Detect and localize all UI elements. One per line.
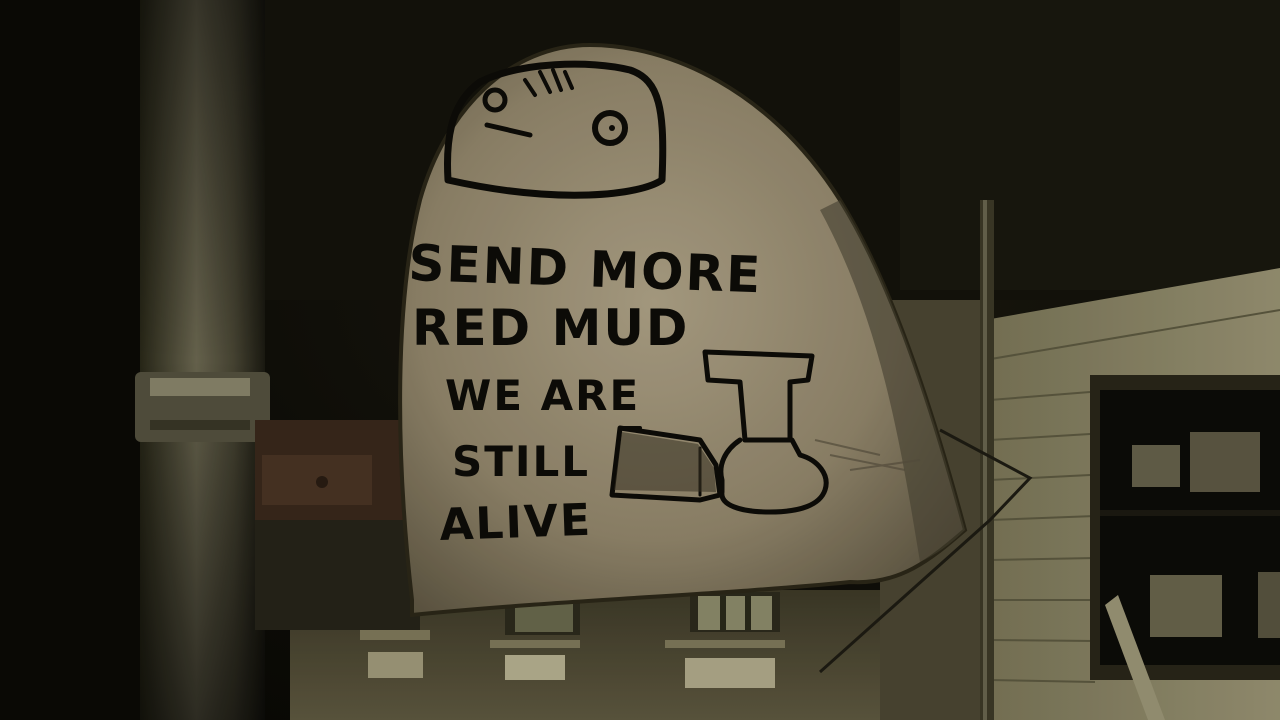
sign-line-2: RED MUD — [412, 299, 690, 357]
sign-line-3: WE ARE — [445, 371, 641, 420]
sign-line-1: SEND MORE — [407, 234, 764, 305]
sign-line-5: ALIVE — [438, 494, 593, 551]
sign-line-4: STILL — [452, 437, 591, 486]
